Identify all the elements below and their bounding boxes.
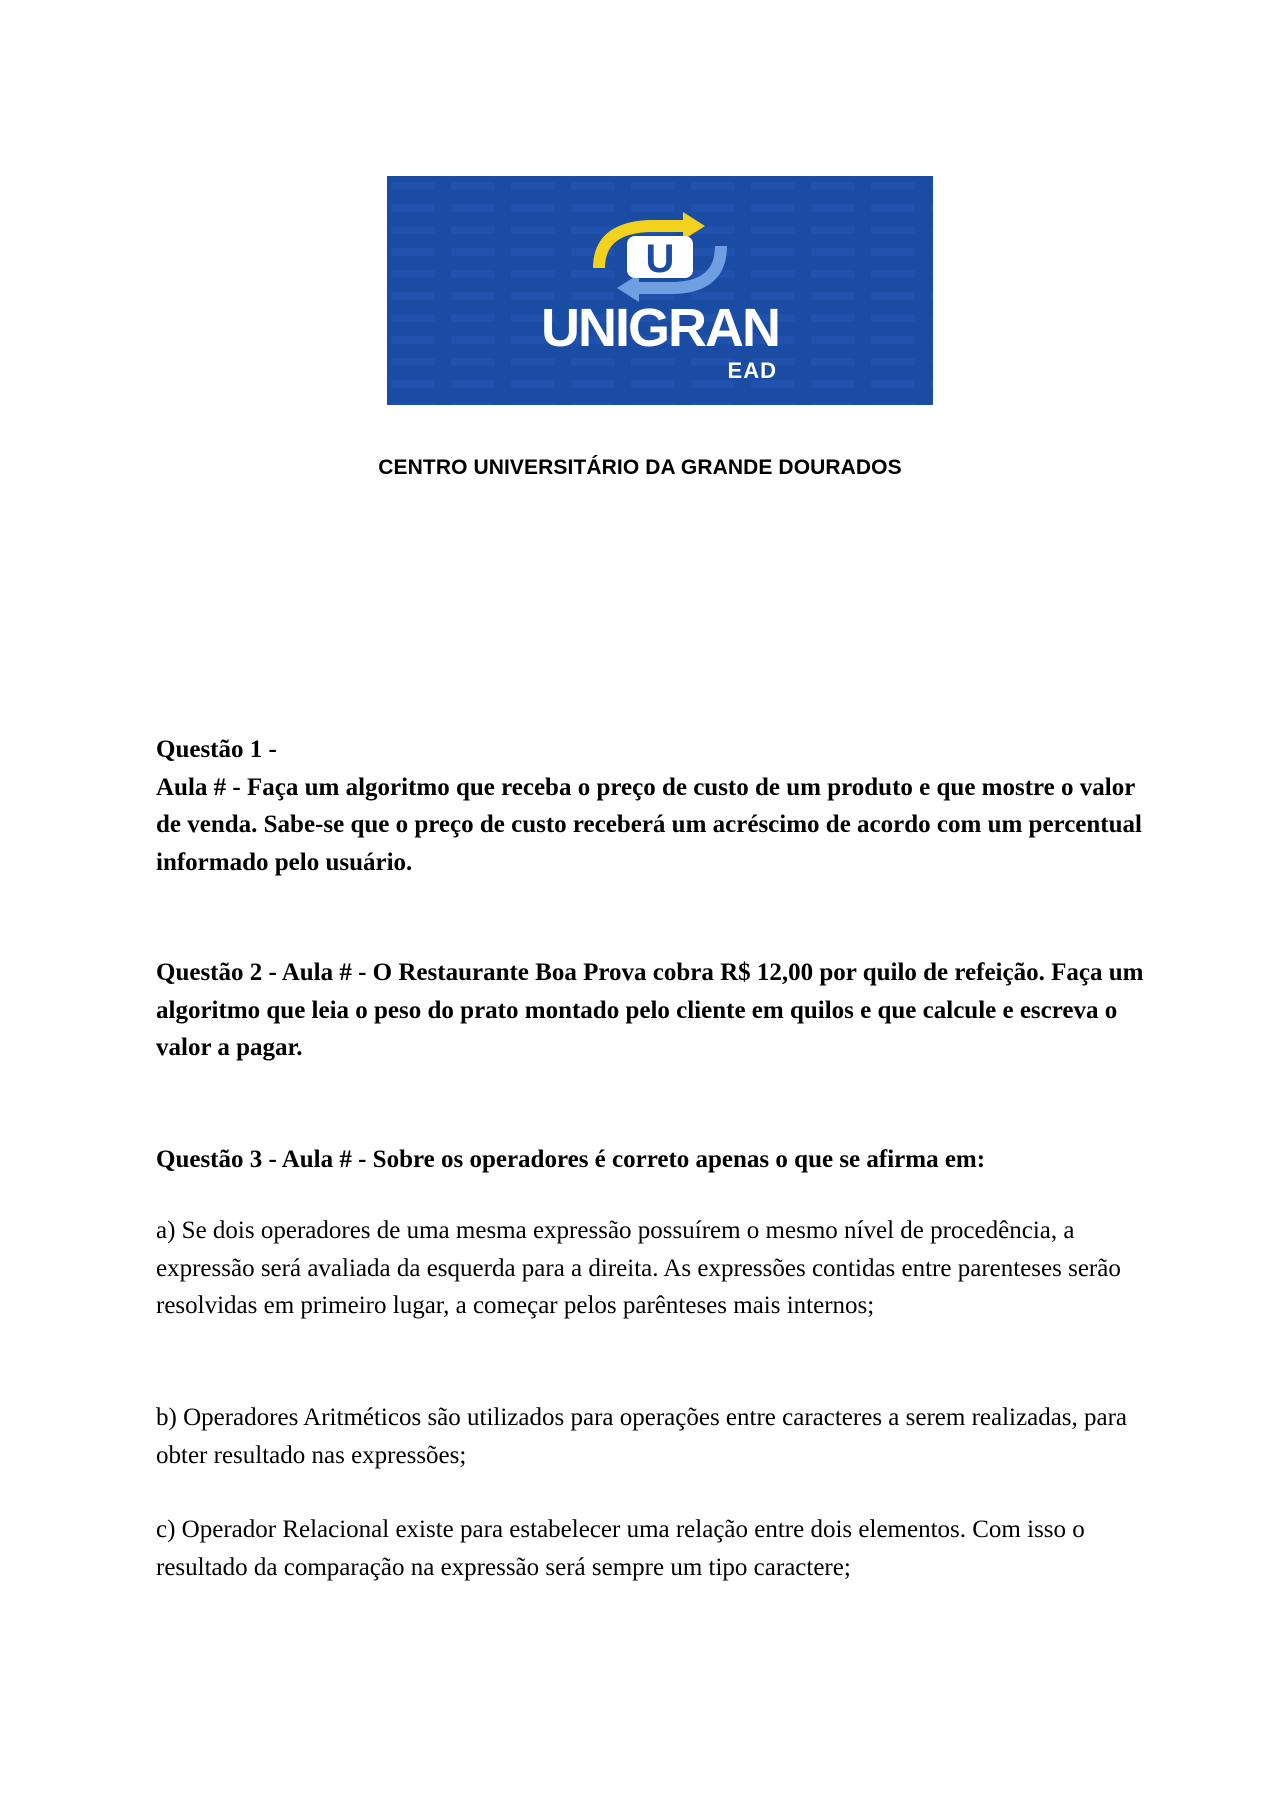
question-1 <box>156 731 1146 881</box>
question-1-label: Questão 1 - <box>156 736 277 763</box>
question-3-text: Questão 3 - Aula # - Sobre os operadores é correto apenas o que se afirma em: <box>156 1146 986 1173</box>
question-3-option-a <box>156 1212 1146 1325</box>
question-1-text: Aula # - Faça um algoritmo que receba o preço de custo de um produto e que mostre o valor de venda. Sabe-se que o preço de custo receberá um acréscimo de acordo com um percentual informado pelo usuário. <box>156 773 1142 876</box>
institution-title: CENTRO UNIVERSITÁRIO DA GRANDE DOURADOS <box>378 456 902 479</box>
brand-wordmark: UNIGRAN <box>541 298 779 358</box>
question-3 <box>156 1141 1146 1179</box>
question-2 <box>156 954 1146 1067</box>
brand-subtitle: EAD <box>727 358 777 383</box>
question-2-text: Questão 2 - Aula # - O Restaurante Boa Prova cobra R$ 12,00 por quilo de refeição. Faça um algoritmo que leia o peso do prato montado pelo cliente em quilos e que calcule e escreva o valor a pagar. <box>156 959 1144 1061</box>
option-b-text: b) Operadores Aritméticos são utilizados para operações entre caracteres a serem realizadas, para obter resultado nas expressões; <box>156 1404 1128 1469</box>
option-c-text: c) Operador Relacional existe para estabelecer uma relação entre dois elementos. Com isso o resultado da comparação na expressão será sempre um tipo caractere; <box>156 1516 1085 1581</box>
question-3-option-b <box>156 1399 1146 1474</box>
unigran-logo <box>387 176 933 405</box>
unigran-logo-graphic <box>387 176 933 405</box>
option-a-text: a) Se dois operadores de uma mesma expressão possuírem o mesmo nível de procedência, a expressão será avaliada da esquerda para a direita. As expressões contidas entre parenteses serão resolvidas em primeiro lugar, a começar pelos parênteses mais internos; <box>156 1217 1121 1319</box>
u-emblem-letter: U <box>645 237 675 281</box>
question-3-option-c <box>156 1511 1146 1586</box>
